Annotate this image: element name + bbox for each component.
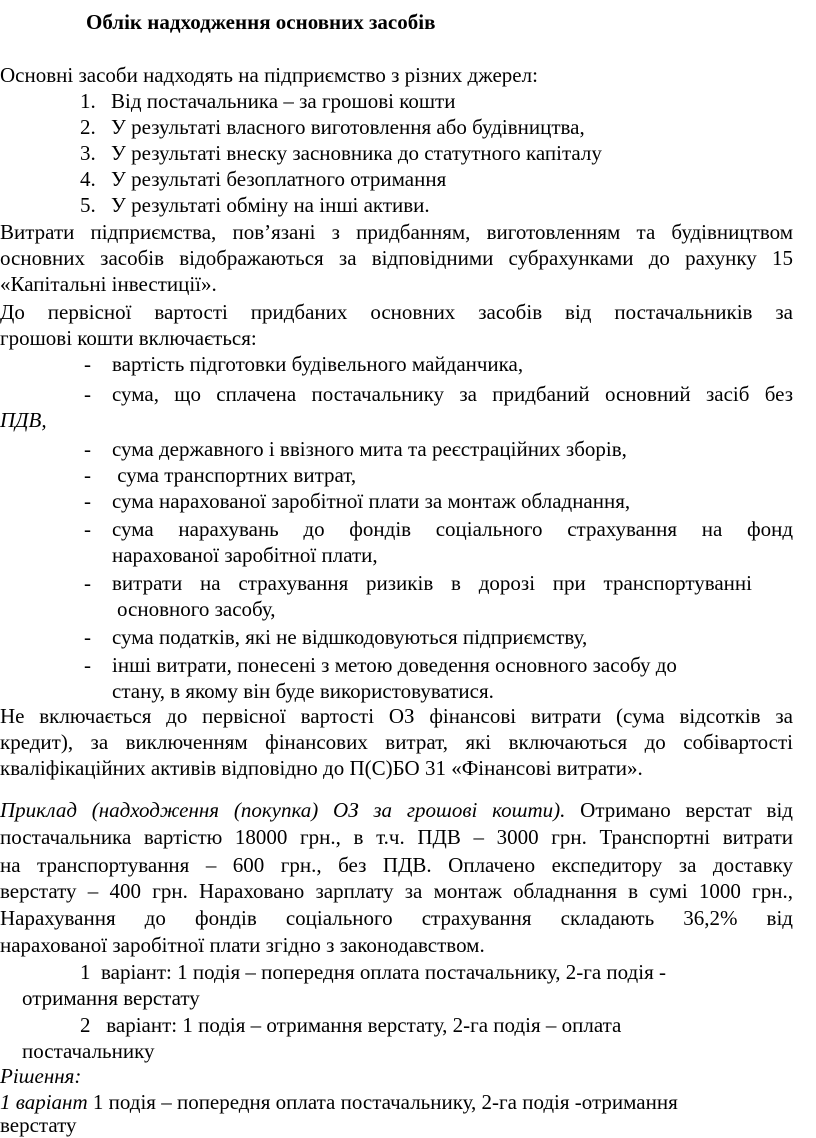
- list-item-text: У результаті внеску засновника до статутного капіталу: [111, 141, 602, 165]
- variant-label: 1 варіант: [0, 1090, 88, 1114]
- variant-text: 1 подія – попередня оплата постачальнику, 2-га подія -отримання: [87, 1090, 678, 1114]
- solution-label: Рішення:: [0, 1064, 82, 1088]
- list-item-text: нарахованої заробітної плати,: [112, 543, 378, 567]
- text-line: на транспортування – 600 грн., без ПДВ. Оплачено експедитору за доставку: [0, 853, 793, 877]
- list-item-number: 2.: [80, 115, 96, 139]
- example-text: Отримано верстат від: [565, 798, 793, 822]
- dash-bullet: -: [84, 653, 91, 677]
- text-line: верстату – 400 грн. Нараховано зарплату за монтаж обладнання в сумі 1000 грн.,: [0, 879, 793, 903]
- text-line: Нарахування до фондів соціального страхування складають 36,2% від: [0, 906, 793, 930]
- list-item-text: інші витрати, понесені з метою доведення основного засобу до: [112, 653, 677, 677]
- text-line: грошові кошти включається:: [0, 326, 257, 350]
- text-line: Не включається до первісної вартості ОЗ фінансові витрати (сума відсотків за: [0, 704, 793, 728]
- text-line: нарахованої заробітної плати згідно з законодавством.: [0, 933, 485, 957]
- dash-bullet: -: [84, 382, 91, 406]
- text-line: основних засобів відображаються за відповідними субрахунками до рахунку 15: [0, 246, 793, 270]
- list-item-text: сума транспортних витрат,: [112, 463, 357, 487]
- list-item-text: вартість підготовки будівельного майданчика,: [112, 352, 524, 376]
- list-item-text: сума податків, які не відшкодовуються підприємству,: [112, 625, 588, 649]
- list-item-text: стану, в якому він буде використовуватися.: [112, 679, 494, 703]
- list-item-number: 1.: [80, 89, 96, 113]
- dash-bullet: -: [84, 489, 91, 513]
- dash-bullet: -: [84, 463, 91, 487]
- text-line: До первісної вартості придбаних основних засобів від постачальників за: [0, 300, 793, 324]
- text-line: постачальника вартістю 18000 грн., в т.ч. ПДВ – 3000 грн. Транспортні витрати: [0, 825, 793, 849]
- dash-bullet: -: [84, 437, 91, 461]
- text-line: кваліфікаційних активів відповідно до П(С)БО 31 «Фінансові витрати».: [0, 756, 643, 780]
- list-item-text: сума нарахованої заробітної плати за монтаж обладнання,: [112, 489, 631, 513]
- list-item-text: У результаті власного виготовлення або будівництва,: [111, 115, 585, 139]
- dash-bullet: -: [84, 352, 91, 376]
- text-line: Витрати підприємства, пов’язані з придбанням, виготовленням та будівництвом: [0, 220, 793, 244]
- text-line: верстату: [0, 1113, 77, 1137]
- variant-line: 1 варіант: 1 подія – попередня оплата постачальнику, 2-га подія -: [80, 960, 666, 984]
- variant-line: постачальнику: [22, 1039, 155, 1063]
- example-label: Приклад (надходження (покупка) ОЗ за грошові кошти).: [0, 798, 566, 822]
- list-item-text: сума, що сплачена постачальнику за придбаний основний засіб без: [112, 382, 793, 406]
- dash-bullet: -: [84, 625, 91, 649]
- list-item-text: ПДВ,: [0, 408, 47, 432]
- text-line: [0, 797, 793, 823]
- list-item-number: 4.: [80, 167, 96, 191]
- variant-line: отримання верстату: [22, 986, 200, 1010]
- dash-bullet: -: [84, 571, 91, 595]
- list-item-number: 3.: [80, 141, 96, 165]
- list-item-text: витрати на страхування ризиків в дорозі при транспортуванні: [112, 571, 752, 595]
- dash-bullet: -: [84, 517, 91, 541]
- list-item-text: сума державного і ввізного мита та реєстраційних зборів,: [112, 437, 627, 461]
- list-item-text: сума нарахувань до фондів соціального страхування на фонд: [112, 517, 793, 541]
- list-item-text: основного засобу,: [117, 597, 276, 621]
- text-line: «Капітальні інвестиції».: [0, 272, 217, 296]
- list-item-text: Від постачальника – за грошові кошти: [111, 89, 456, 113]
- list-item-text: У результаті обміну на інші активи.: [111, 193, 430, 217]
- document-title: Облік надходження основних засобів: [86, 10, 436, 34]
- list-item-number: 5.: [80, 193, 96, 217]
- text-line: [0, 1089, 678, 1115]
- intro-text: Основні засоби надходять на підприємство з різних джерел:: [0, 63, 538, 87]
- list-item-text: У результаті безоплатного отримання: [111, 167, 447, 191]
- text-line: кредит), за виключенням фінансових витрат, які включаються до собівартості: [0, 730, 793, 754]
- variant-line: 2 варіант: 1 подія – отримання верстату, 2-га подія – оплата: [80, 1013, 622, 1037]
